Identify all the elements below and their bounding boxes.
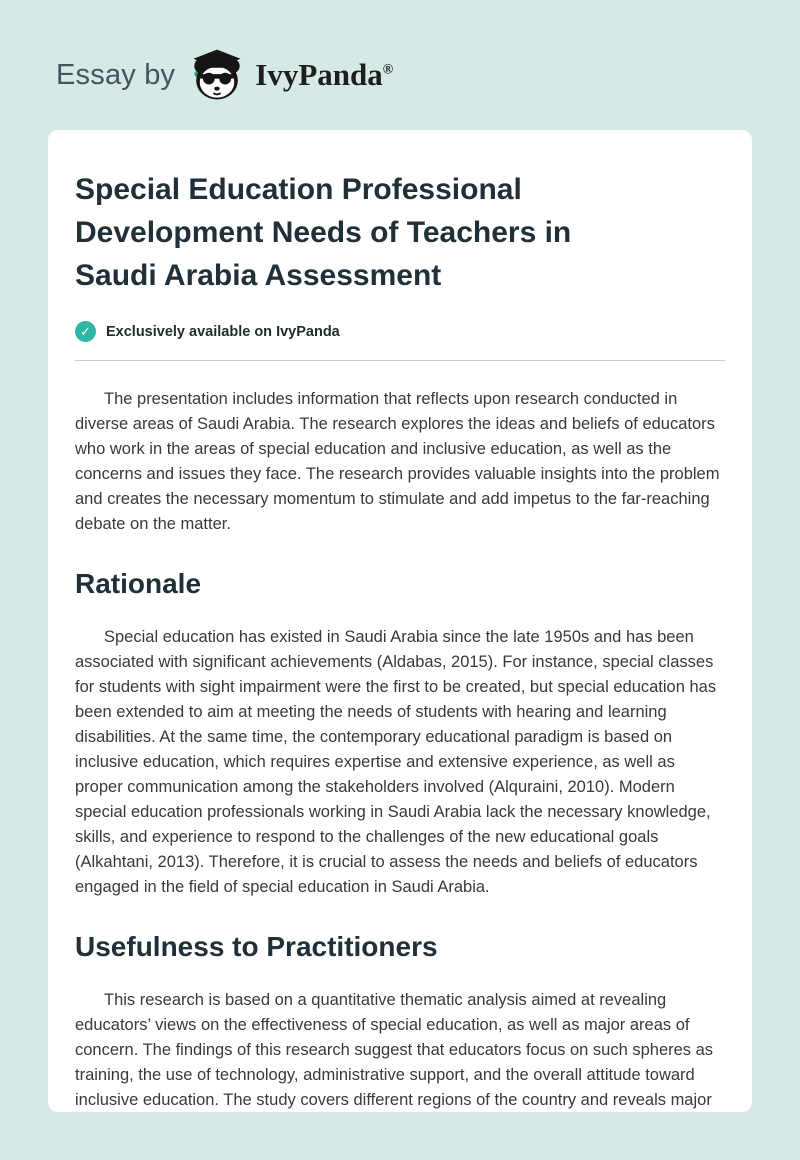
essay-by-label: Essay by [56,58,176,91]
brand-text: IvyPanda [255,57,383,92]
check-icon: ✓ [75,321,96,342]
registered-mark: ® [382,62,394,78]
essay-card [48,130,752,1112]
availability-badge-label: Exclusively available on IvyPanda [106,323,340,340]
page-title: Special Education Professional Development Needs of Teachers in Saudi Arabia Assessment [75,173,572,292]
divider [75,360,725,361]
section-heading-usefulness: Usefulness to Practitioners [75,931,438,962]
brand-name [255,57,393,93]
section-heading-rationale: Rationale [75,568,202,599]
panda-graduate-icon [187,46,247,104]
rationale-paragraph: Special education has existed in Saudi Arabia since the late 1950s and has been associated with significant achievements (Aldabas, 2015). For instance, special classes for students with sight impairment were the first to be created, but special education has been extended to aim at meeting the needs of students with hearing and learning disabilities. At the same time, the contemporary educational paradigm is based on inclusive education, which requires expertise and extensive experience, as well as proper communication among the stakeholders involved (Alquraini, 2010). Modern special education professionals working in Saudi Arabia lack the necessary knowledge, skills, and experience to respond to the challenges of the new educational goals (Alkahtani, 2013). Therefore, it is crucial to assess the needs and beliefs of educators engaged in the field of special education in Saudi Arabia. [75,628,717,896]
availability-badge [75,321,725,342]
ivypanda-logo [187,46,393,104]
usefulness-paragraph: This research is based on a quantitative thematic analysis aimed at revealing educators’ views on the effectiveness of special education, as well as major areas of concern. The findings of this research suggest that educators focus on such spheres as training, the use of technology, administrative support, and the overall attitude toward inclusive education. The study covers different regions of the country and reveals major [75,991,714,1109]
site-header [0,0,800,108]
intro-paragraph: The presentation includes information that reflects upon research conducted in diverse areas of Saudi Arabia. The research explores the ideas and beliefs of educators who work in the areas of special education and inclusive education, as well as the concerns and issues they face. The research provides valuable insights into the problem and creates the necessary momentum to stimulate and add impetus to the far-reaching debate on the matter. [75,390,720,533]
